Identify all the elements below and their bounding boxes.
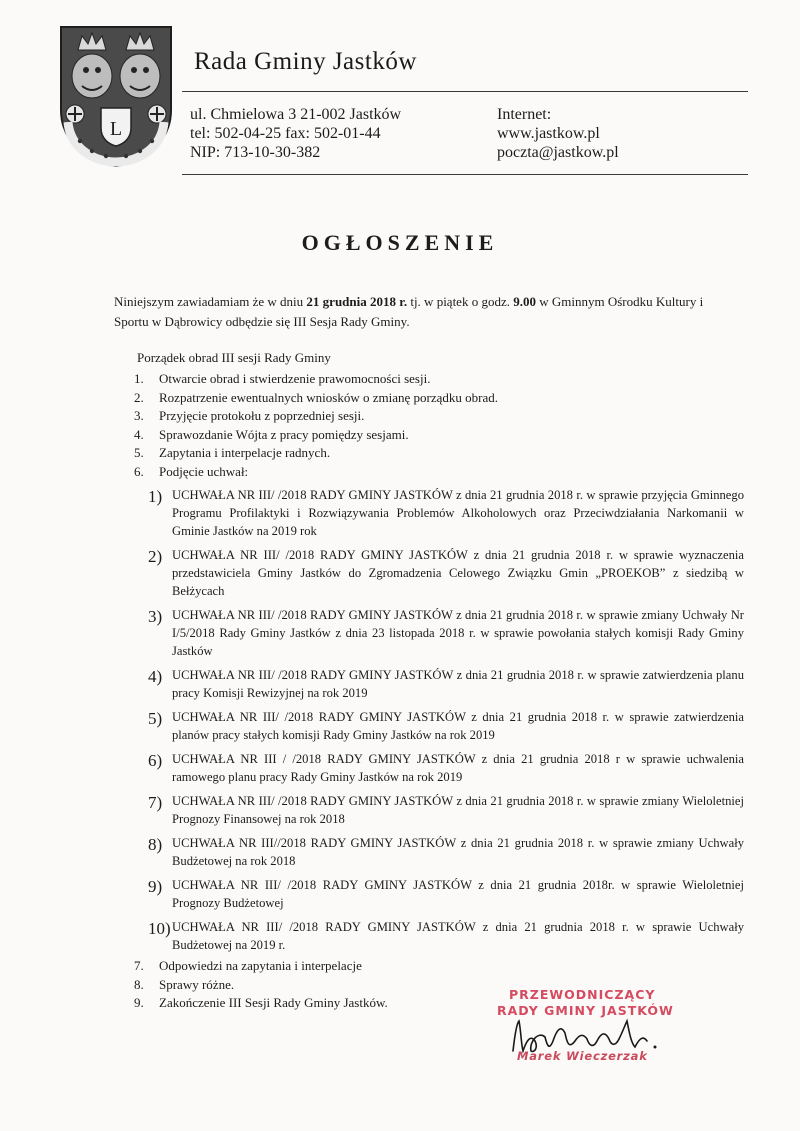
- resolution-text: UCHWAŁA NR III/ /2018 RADY GMINY JASTKÓW z dnia 21 grudnia 2018 r. w sprawie zatwierdzenia planu pracy Komisji Rewizyjnej na rok 2019: [172, 668, 744, 700]
- resolution-item: [148, 915, 744, 954]
- agenda-item: [134, 370, 744, 389]
- header-divider-top: [182, 91, 748, 92]
- agenda-item-text: Zakończenie III Sesji Rady Gminy Jastków.: [159, 995, 388, 1010]
- resolution-number: 8): [148, 835, 163, 854]
- agenda-item-number: 3.: [134, 408, 144, 423]
- resolution-text: UCHWAŁA NR III/ /2018 RADY GMINY JASTKÓW z dnia 21 grudnia 2018 r. w sprawie zatwierdzenia planów pracy stałych komisji Rady Gminy Jastków na rok 2019: [172, 710, 744, 742]
- stamp-line-1: PRZEWODNICZĄCY: [509, 987, 656, 1002]
- agenda-item-text: Sprawy różne.: [159, 976, 235, 992]
- org-name: Rada Gminy Jastków: [194, 48, 417, 75]
- agenda-item-number: 4.: [134, 426, 144, 442]
- agenda-item-number: 1.: [134, 371, 144, 386]
- resolution-number: 4): [148, 667, 163, 686]
- agenda-items-before: [134, 370, 744, 481]
- resolution-item: [148, 747, 744, 786]
- agenda-item-number: 9.: [134, 995, 144, 1010]
- resolution-text: UCHWAŁA NR III/ /2018 RADY GMINY JASTKÓW z dnia 21 grudnia 2018r. w sprawie Wieloletniej Prognozy Budżetowej: [172, 878, 744, 910]
- intro-date: 21 grudnia 2018 r.: [306, 294, 408, 309]
- resolution-text: UCHWAŁA NR III//2018 RADY GMINY JASTKÓW z dnia 21 grudnia 2018 r. w sprawie zmiany Uchwały Budżetowej na rok 2018: [172, 836, 744, 868]
- resolutions-list: [134, 483, 744, 954]
- resolution-item: [148, 603, 744, 660]
- internet-block: [497, 105, 619, 162]
- resolution-text: UCHWAŁA NR III/ /2018 RADY GMINY JASTKÓW z dnia 21 grudnia 2018 r. w sprawie wyznaczenia przedstawiciela Gminy Jastków do Zgromadzenia Celowego Związku Gmin „PROEKOB” z siedzibą w Bełżycach: [172, 548, 744, 598]
- agenda-item-text: Sprawozdanie Wójta z pracy pomiędzy sesjami.: [159, 426, 409, 442]
- intro-text-1: Niniejszym zawiadamiam że w dniu: [114, 294, 307, 309]
- email-link[interactable]: poczta@jastkow.pl: [497, 144, 619, 161]
- agenda-item-number: 8.: [134, 976, 144, 992]
- agenda-item-number: 6.: [134, 463, 144, 479]
- header-divider-bottom: [182, 174, 748, 175]
- agenda-item-number: 7.: [134, 958, 144, 973]
- resolution-text: UCHWAŁA NR III/ /2018 RADY GMINY JASTKÓW z dnia 21 grudnia 2018 r. w sprawie zmiany Wieloletniej Prognozy Finansowej na rok 2018: [172, 794, 744, 826]
- resolution-text: UCHWAŁA NR III / /2018 RADY GMINY JASTKÓW z dnia 21 grudnia 2018 r w sprawie uchwalenia ramowego planu pracy Rady Gminy Jastków na rok 2019: [172, 752, 744, 784]
- agenda-item-text: Odpowiedzi na zapytania i interpelacje: [159, 958, 362, 973]
- internet-label: Internet:: [497, 106, 552, 123]
- agenda-item: [134, 389, 744, 408]
- agenda-item: [134, 463, 744, 482]
- agenda-item-text: Zapytania i interpelacje radnych.: [159, 445, 331, 460]
- chairman-stamp: [497, 987, 677, 1077]
- agenda-item: [134, 444, 744, 463]
- agenda-item-number: 5.: [134, 445, 144, 460]
- agenda-item-text: Przyjęcie protokołu z poprzedniej sesji.: [159, 408, 365, 423]
- resolution-item: [148, 483, 744, 540]
- resolution-item: [148, 873, 744, 912]
- resolution-number: 6): [148, 751, 163, 770]
- agenda-item: [134, 426, 744, 445]
- resolution-item: [148, 831, 744, 870]
- resolution-number: 3): [148, 607, 163, 626]
- agenda-item-number: 2.: [134, 389, 144, 405]
- crest-letter: L: [109, 118, 123, 140]
- intro-time: 9.00: [513, 294, 536, 309]
- resolution-number: 1): [148, 487, 163, 506]
- resolution-number: 5): [148, 709, 163, 728]
- document-title: OGŁOSZENIE: [301, 230, 499, 255]
- agenda-item-text: Rozpatrzenie ewentualnych wniosków o zmianę porządku obrad.: [159, 389, 498, 405]
- stamp-line-2: RADY GMINY JASTKÓW: [497, 1003, 674, 1018]
- address-street: ul. Chmielowa 3 21-002 Jastków: [190, 106, 402, 123]
- intro-text-3: w Gminnym Ośrodku Kultury i Sportu w Dąbrowicy odbędzie się III Sesja Rady Gminy.: [114, 294, 704, 329]
- address-nip: NIP: 713-10-30-382: [190, 144, 321, 161]
- resolution-text: UCHWAŁA NR III/ /2018 RADY GMINY JASTKÓW z dnia 21 grudnia 2018 r. w sprawie przyjęcia Gminnego Programu Profilaktyki i Rozwiązywania Problemów Alkoholowych oraz Przeciwdziałania Narkomanii w Gminie Jastków na 2019 rok: [172, 488, 744, 538]
- intro-text-2: tj. w piątek o godz.: [407, 294, 514, 309]
- coat-of-arms-icon: [58, 24, 174, 168]
- resolution-number: 10): [148, 919, 171, 938]
- website-link[interactable]: www.jastkow.pl: [497, 125, 600, 142]
- resolution-item: [148, 789, 744, 828]
- resolution-text: UCHWAŁA NR III/ /2018 RADY GMINY JASTKÓW z dnia 21 grudnia 2018 r. w sprawie zmiany Uchwały Nr I/5/2018 Rady Gminy Jastków z dnia 23 listopada 2018 r. w sprawie powołania stałych komisji Rady Gminy Jastków: [172, 608, 744, 658]
- resolution-text: UCHWAŁA NR III/ /2018 RADY GMINY JASTKÓW z dnia 21 grudnia 2018 r. w sprawie Uchwały Budżetowej na 2019 r.: [172, 920, 744, 952]
- resolution-number: 9): [148, 877, 163, 896]
- address-phone-fax: tel: 502-04-25 fax: 502-01-44: [190, 125, 381, 142]
- agenda-item-text: Otwarcie obrad i stwierdzenie prawomocności sesji.: [159, 371, 431, 386]
- resolution-number: 2): [148, 547, 163, 566]
- resolution-item: [148, 705, 744, 744]
- stamp-name: Marek Wieczerzak: [517, 1049, 648, 1063]
- agenda-item: [134, 407, 744, 426]
- resolution-number: 7): [148, 793, 163, 812]
- resolution-item: [148, 543, 744, 600]
- resolution-item: [148, 663, 744, 702]
- address-block: [190, 105, 401, 162]
- intro-paragraph: [114, 292, 734, 332]
- agenda-heading: Porządek obrad III sesji Rady Gminy: [137, 350, 331, 365]
- agenda-item-text: Podjęcie uchwał:: [159, 463, 249, 479]
- agenda-item: [134, 957, 744, 976]
- agenda: [134, 349, 744, 1013]
